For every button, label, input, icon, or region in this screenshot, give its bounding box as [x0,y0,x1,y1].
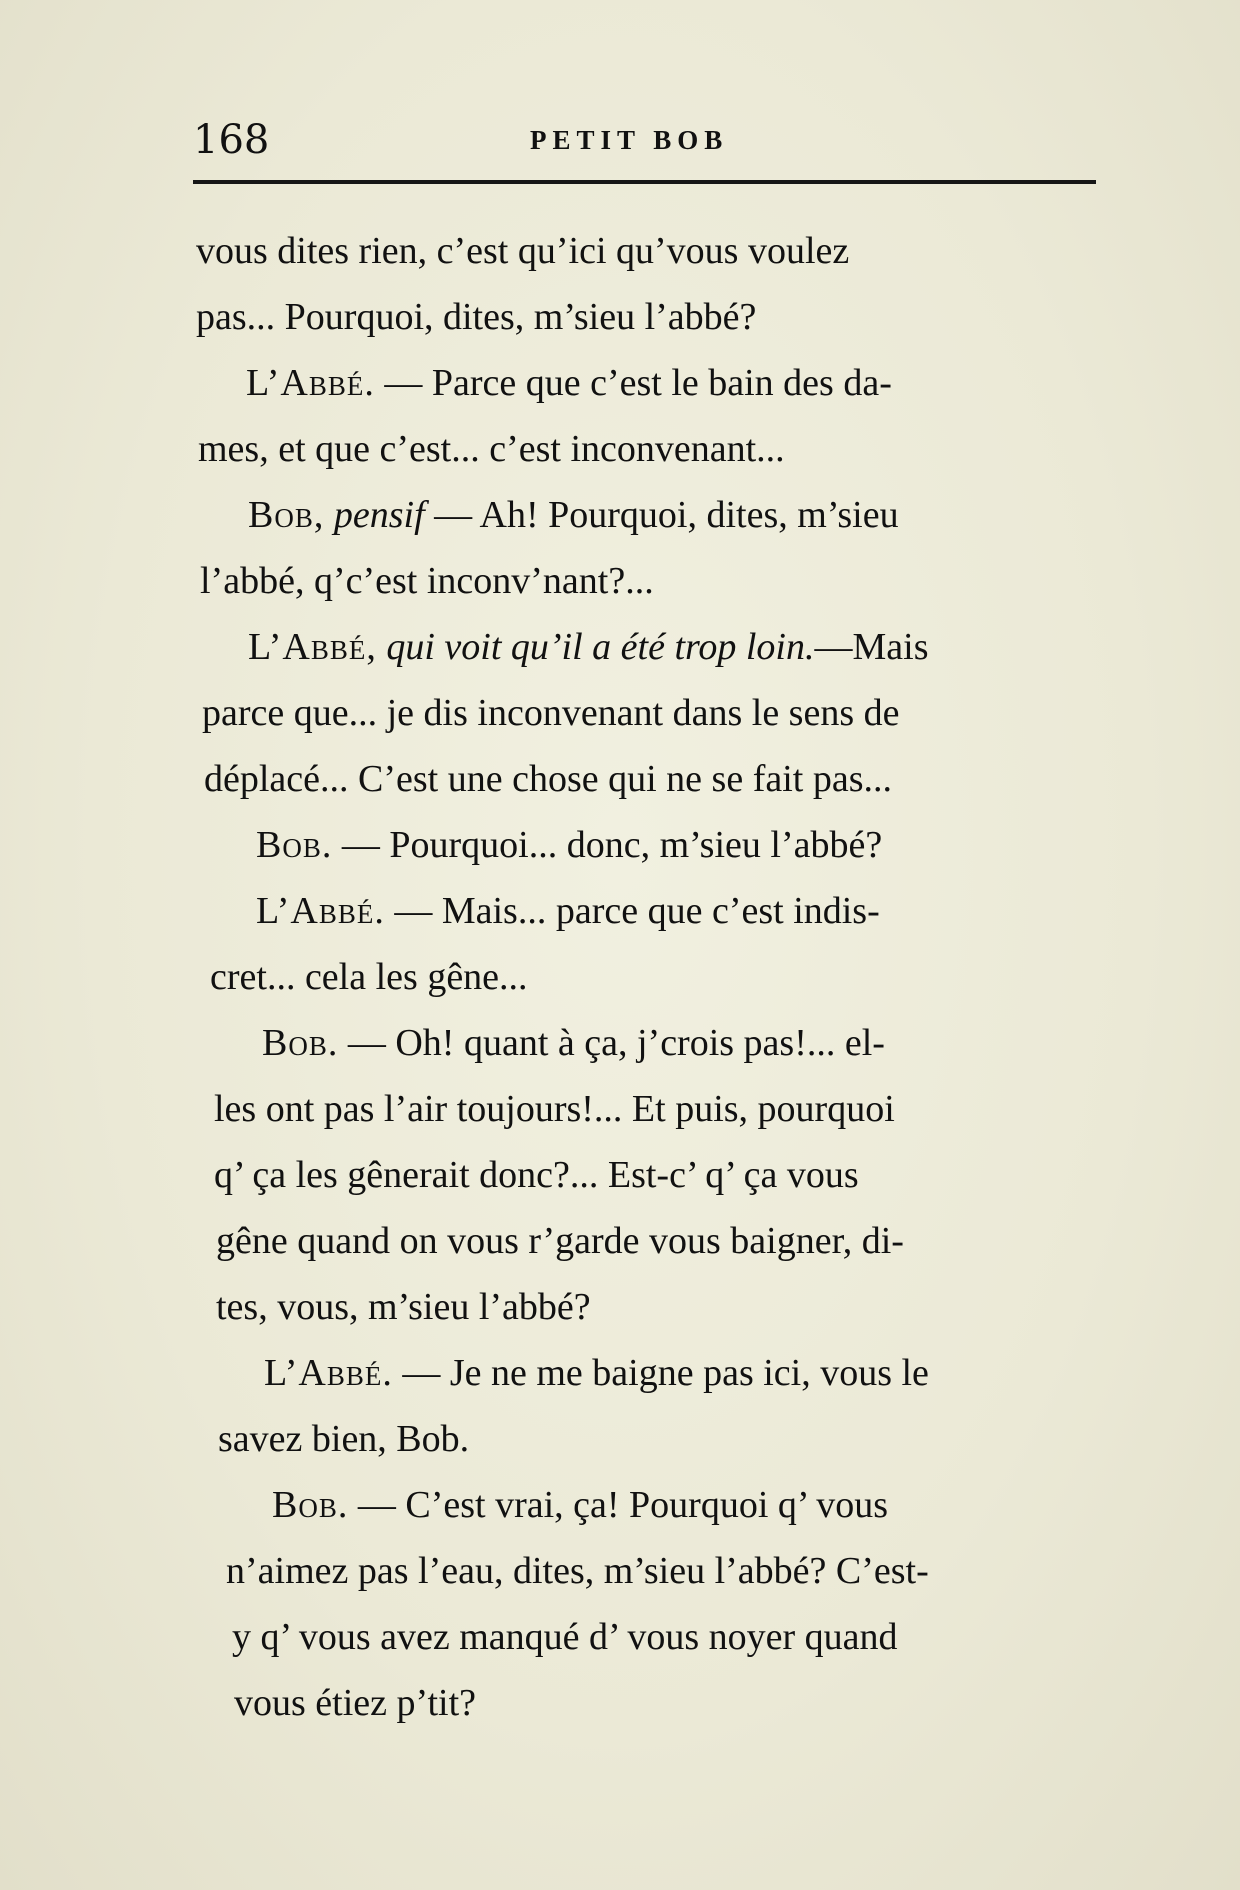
speaker-name: Bob. [262,1022,339,1064]
page-number: 168 [193,117,270,163]
speaker-name: Bob. [256,824,333,866]
line-text: vous étiez p’tit? [234,1682,477,1724]
speaker-name: L’Abbé. [246,362,375,404]
line-text [324,494,334,536]
text-line [200,556,800,606]
line-text: — Parce que c’est le bain des da- [374,362,892,404]
text-line [216,1216,1106,1266]
line-text: cret... cela les gêne... [210,956,528,998]
text-line [262,1018,1106,1068]
line-text: n’aimez pas l’eau, dites, m’sieu l’abbé? C’est- [226,1550,929,1592]
line-text: — Ah! Pourquoi, dites, m’sieu [424,494,899,536]
line-text: — Mais... parce que c’est indis- [384,890,880,932]
line-text: — Pourquoi... donc, m’sieu l’abbé? [332,824,883,866]
text-line [248,622,1106,672]
line-text: y q’ vous avez manqué d’ vous noyer quand [232,1616,898,1658]
text-line [210,952,640,1002]
line-text: — C’est vrai, ça! Pourquoi q’ vous [348,1484,889,1526]
line-text: mes, et que c’est... c’est inconvenant... [198,428,785,470]
line-text [377,626,387,668]
stage-direction: qui voit qu’il a été trop loin. [386,626,815,668]
stage-direction: pensif [333,494,425,536]
speaker-name: L’Abbé. [256,890,385,932]
line-text: l’abbé, q’c’est inconv’nant?... [200,560,654,602]
line-text: q’ ça les gênerait donc?... Est-c’ q’ ça vous [214,1154,859,1196]
text-line [204,754,1106,804]
line-text: parce que... je dis inconvenant dans le sens de [202,692,900,734]
line-text: pas... Pourquoi, dites, m’sieu l’abbé? [196,296,757,338]
line-text: déplacé... C’est une chose qui ne se fait pas... [204,758,892,800]
text-line [218,1414,618,1464]
text-line [248,490,1106,540]
speaker-name: Bob, [248,494,325,536]
text-line [214,1150,1106,1200]
line-text: — Oh! quant à ça, j’crois pas!... el- [338,1022,885,1064]
text-line [256,820,1106,870]
line-text: les ont pas l’air toujours!... Et puis, pourquoi [214,1088,895,1130]
text-line [264,1348,1106,1398]
text-line [256,886,1106,936]
text-line [226,1546,1106,1596]
line-text: vous dites rien, c’est qu’ici qu’vous voulez [196,230,850,272]
text-line [232,1612,1106,1662]
text-line [196,292,976,342]
text-line [234,1678,614,1728]
text-line [196,226,1106,276]
line-text: tes, vous, m’sieu l’abbé? [216,1286,591,1328]
running-title: PETIT BOB [530,125,729,155]
speaker-name: L’Abbé, [248,626,377,668]
line-text: savez bien, Bob. [218,1418,470,1460]
speaker-name: Bob. [272,1484,349,1526]
text-line [202,688,1106,738]
text-line [272,1480,1106,1530]
header-rule [193,180,1096,184]
line-text: gêne quand on vous r’garde vous baigner, di- [216,1220,904,1262]
speaker-name: L’Abbé. [264,1352,393,1394]
text-line [216,1282,716,1332]
line-text: — Je ne me baigne pas ici, vous le [392,1352,929,1394]
text-line [246,358,1106,408]
line-text: —Mais [814,626,929,668]
text-line [214,1084,1106,1134]
text-line [198,424,988,474]
